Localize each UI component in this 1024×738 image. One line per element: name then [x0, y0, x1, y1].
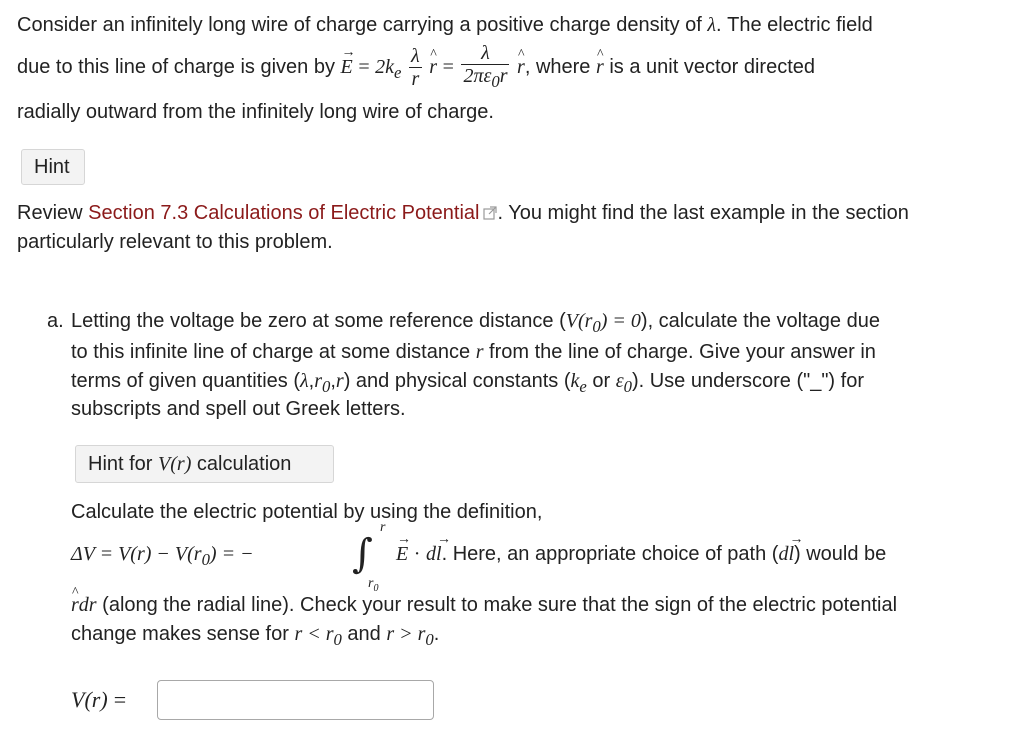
review-suffix: . You might find the last example in the section — [497, 202, 909, 224]
intro-text-2a: due to this line of charge is given by — [17, 56, 335, 78]
period: . — [433, 623, 440, 645]
and-word: and — [347, 623, 381, 645]
hint-content-2b: ) would be — [794, 543, 887, 565]
hint-vr-text2: calculation — [196, 452, 292, 475]
e-field-vector: → E — [341, 42, 353, 92]
frac-numerator: λ — [411, 45, 420, 68]
delta-v-sub: 0 — [201, 550, 210, 569]
hint-content-line-4 — [71, 620, 439, 654]
two-pi-eps: 2πε — [463, 65, 492, 88]
intro-line-2 — [17, 42, 815, 98]
intro-text-2c: is a unit vector directed — [609, 56, 816, 78]
frac-denominator: r — [411, 68, 420, 91]
intro-text: Consider an infinitely long wire of charge carrying a positive charge density of — [17, 14, 702, 36]
integral-sign: ∫ — [352, 531, 373, 577]
v-r0: V(r — [565, 310, 593, 332]
const-k: k — [570, 370, 580, 392]
fraction-lambda-over-r — [409, 45, 422, 90]
r-hat-2: ^ r — [517, 42, 525, 92]
section-link[interactable]: Section 7.3 Calculations of Electric Potential — [88, 202, 480, 224]
part-a-or: or — [592, 370, 611, 392]
coulomb-constant — [375, 56, 402, 82]
const-ke — [570, 370, 587, 396]
review-prefix: Review — [17, 202, 83, 224]
q-lambda: λ — [300, 370, 309, 392]
rhat-path: ^ r — [71, 591, 79, 619]
r-hat: ^ r — [429, 42, 437, 92]
part-a-text-2a: to this infinite line of charge at some distance — [71, 341, 471, 363]
q-r0-r: r — [314, 370, 323, 392]
eps-subscript: 0 — [491, 72, 500, 92]
lambda-symbol: λ — [707, 14, 717, 36]
q-r: r — [335, 370, 344, 392]
part-a-text-3a: terms of given quantities ( — [71, 370, 300, 392]
r-hat-3: ^ r — [596, 42, 604, 92]
r0-subscript: 0 — [592, 317, 601, 336]
review-line-2: particularly relevant to this problem. — [17, 231, 333, 253]
hint-content-3a: (along the radial line). Check your result to make sure that the sign of the electric potential — [102, 594, 898, 616]
lower-r: r — [368, 576, 374, 591]
const-eps-sub: 0 — [623, 377, 632, 396]
comma-1: , — [308, 370, 315, 392]
q-r0 — [314, 370, 331, 396]
answer-label — [71, 686, 126, 714]
review-line-1 — [17, 199, 909, 227]
v-r0-expr — [565, 310, 641, 336]
integrand-l: → l — [436, 540, 442, 568]
k-subscript: e — [394, 63, 402, 82]
integral-upper-limit: r — [380, 520, 386, 535]
delta-v-rhs: ) = − — [209, 543, 254, 565]
part-a-line-2 — [71, 338, 876, 366]
intro-text-end: . The electric field — [716, 14, 873, 36]
integral-body-line — [396, 540, 886, 568]
cond2-sub: 0 — [425, 630, 434, 649]
part-a-line-4: subscripts and spell out Greek letters. — [71, 398, 406, 420]
answer-equals: = — [113, 687, 127, 712]
dr-path: dr — [78, 594, 97, 616]
hint-content-line-3 — [71, 591, 897, 619]
hint-content-2a: . Here, an appropriate choice of path ( — [441, 543, 779, 565]
path-d: d — [778, 543, 789, 565]
intro-line-3: radially outward from the infinitely long wire of charge. — [17, 101, 494, 123]
dot-product: · — [413, 543, 421, 565]
cond1-sub: 0 — [333, 630, 342, 649]
two-k: 2k — [375, 56, 395, 78]
const-k-sub: e — [579, 377, 587, 396]
v-r0-equals: ) = 0 — [600, 310, 641, 332]
part-a-label: a. — [47, 310, 64, 332]
lower-r-sub: 0 — [373, 582, 379, 594]
fraction-lambda-over-2pi-eps — [461, 42, 509, 93]
part-a-text-3d: ). Use underscore ("_") for — [631, 370, 864, 392]
path-dl — [778, 543, 794, 565]
cond-r-less — [294, 623, 342, 649]
delta-v-lhs — [71, 540, 254, 574]
equals-sign: = — [358, 56, 370, 78]
part-a-text-3b: ) and physical constants ( — [343, 370, 571, 392]
part-a-text-2b: from the line of charge. Give your answer in — [489, 341, 876, 363]
hint-button[interactable]: Hint — [21, 149, 85, 185]
part-a-text-1a: Letting the voltage be zero at some reference distance ( — [71, 310, 566, 332]
equals-sign-2: = — [442, 56, 454, 78]
part-a-line-1 — [71, 307, 880, 341]
hint-content-4a: change makes sense for — [71, 623, 289, 645]
integrand-e: → E — [396, 540, 408, 568]
frac2-denominator — [461, 65, 509, 93]
hint-vr-text: Hint for — [88, 452, 153, 475]
cond1: r < r — [294, 623, 334, 645]
path-l: → l — [788, 540, 794, 568]
integrand-dl — [426, 543, 442, 565]
const-eps: ε — [615, 370, 624, 392]
integrand-d: d — [426, 543, 437, 565]
frac2-numerator: λ — [461, 42, 509, 65]
hint-vr-button[interactable] — [75, 445, 334, 483]
answer-input[interactable] — [157, 680, 434, 720]
q-r0-sub: 0 — [322, 377, 331, 396]
delta-v-expr: ΔV = V(r) − V(r — [71, 543, 202, 565]
external-link-icon[interactable] — [483, 206, 497, 220]
hint-vr-math: V(r) — [158, 452, 192, 475]
answer-vr: V(r) — [71, 687, 108, 712]
intro-line-1 — [17, 11, 873, 39]
cond-r-greater — [386, 623, 434, 649]
hint-content-line-1: Calculate the electric potential by using the definition, — [71, 501, 543, 523]
den-r: r — [499, 65, 508, 88]
comma-2: , — [330, 370, 336, 392]
cond2: r > r — [386, 623, 426, 645]
part-a-text-1b: ), calculate the voltage due — [640, 310, 880, 332]
distance-r: r — [475, 341, 484, 363]
const-eps0 — [615, 370, 632, 396]
intro-where: , where — [524, 56, 591, 78]
